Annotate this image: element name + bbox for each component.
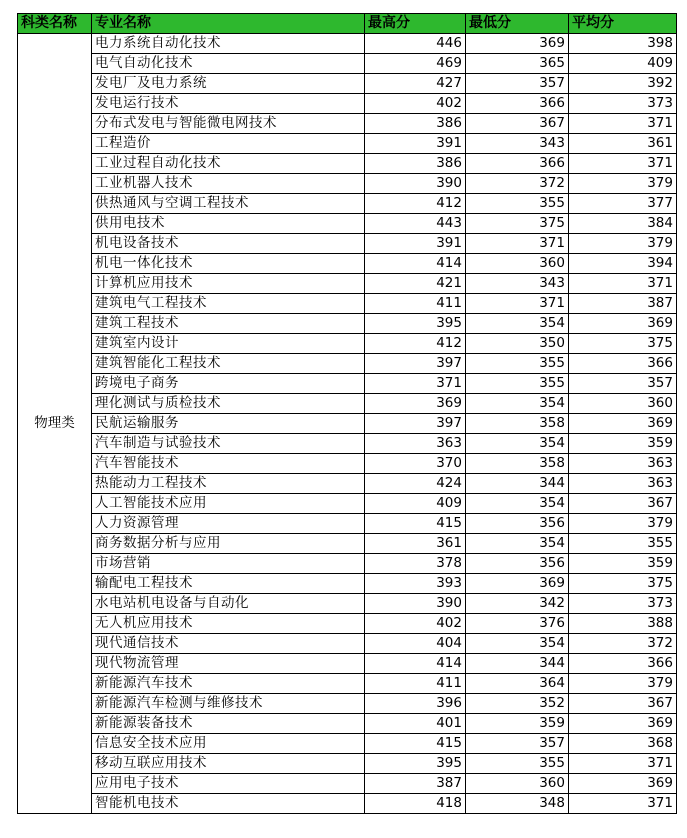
min-score-cell: 357: [466, 734, 569, 754]
max-score-cell: 411: [365, 674, 466, 694]
major-cell: 人力资源管理: [92, 514, 365, 534]
avg-score-cell: 369: [569, 774, 677, 794]
table-row: [18, 314, 677, 334]
avg-score-cell: 366: [569, 654, 677, 674]
table-row: [18, 674, 677, 694]
min-score-cell: 352: [466, 694, 569, 714]
min-score-cell: 344: [466, 654, 569, 674]
max-score-cell: 412: [365, 194, 466, 214]
min-score-cell: 369: [466, 574, 569, 594]
max-score-cell: 387: [365, 774, 466, 794]
max-score-cell: 412: [365, 334, 466, 354]
min-score-cell: 366: [466, 154, 569, 174]
max-score-cell: 409: [365, 494, 466, 514]
max-score-cell: 411: [365, 294, 466, 314]
max-score-cell: 395: [365, 754, 466, 774]
avg-score-cell: 359: [569, 434, 677, 454]
table-row: [18, 494, 677, 514]
table-row: [18, 514, 677, 534]
major-cell: 市场营销: [92, 554, 365, 574]
major-cell: 新能源汽车技术: [92, 674, 365, 694]
header-major: 专业名称: [92, 14, 365, 34]
avg-score-cell: 379: [569, 674, 677, 694]
table-row: [18, 54, 677, 74]
max-score-cell: 446: [365, 34, 466, 54]
table-row: [18, 354, 677, 374]
max-score-cell: 397: [365, 414, 466, 434]
major-cell: 无人机应用技术: [92, 614, 365, 634]
min-score-cell: 369: [466, 34, 569, 54]
min-score-cell: 371: [466, 294, 569, 314]
major-cell: 建筑室内设计: [92, 334, 365, 354]
avg-score-cell: 366: [569, 354, 677, 374]
min-score-cell: 348: [466, 794, 569, 814]
avg-score-cell: 371: [569, 114, 677, 134]
major-cell: 新能源装备技术: [92, 714, 365, 734]
table-row: [18, 594, 677, 614]
avg-score-cell: 371: [569, 154, 677, 174]
major-cell: 工业机器人技术: [92, 174, 365, 194]
major-cell: 建筑工程技术: [92, 314, 365, 334]
min-score-cell: 367: [466, 114, 569, 134]
min-score-cell: 372: [466, 174, 569, 194]
table-row: [18, 694, 677, 714]
major-cell: 现代物流管理: [92, 654, 365, 674]
min-score-cell: 365: [466, 54, 569, 74]
avg-score-cell: 398: [569, 34, 677, 54]
max-score-cell: 363: [365, 434, 466, 454]
min-score-cell: 355: [466, 754, 569, 774]
table-row: [18, 74, 677, 94]
min-score-cell: 356: [466, 554, 569, 574]
max-score-cell: 421: [365, 274, 466, 294]
max-score-cell: 393: [365, 574, 466, 594]
major-cell: 水电站机电设备与自动化: [92, 594, 365, 614]
major-cell: 汽车智能技术: [92, 454, 365, 474]
max-score-cell: 427: [365, 74, 466, 94]
avg-score-cell: 371: [569, 274, 677, 294]
avg-score-cell: 368: [569, 734, 677, 754]
major-cell: 新能源汽车检测与维修技术: [92, 694, 365, 714]
max-score-cell: 390: [365, 594, 466, 614]
avg-score-cell: 360: [569, 394, 677, 414]
major-cell: 供热通风与空调工程技术: [92, 194, 365, 214]
avg-score-cell: 388: [569, 614, 677, 634]
avg-score-cell: 371: [569, 754, 677, 774]
min-score-cell: 376: [466, 614, 569, 634]
table-row: [18, 194, 677, 214]
table-row: [18, 474, 677, 494]
avg-score-cell: 359: [569, 554, 677, 574]
max-score-cell: 414: [365, 254, 466, 274]
scores-table: [17, 13, 677, 814]
table-row: [18, 394, 677, 414]
avg-score-cell: 384: [569, 214, 677, 234]
min-score-cell: 350: [466, 334, 569, 354]
major-cell: 发电运行技术: [92, 94, 365, 114]
max-score-cell: 415: [365, 514, 466, 534]
header-category: 科类名称: [18, 14, 92, 34]
min-score-cell: 354: [466, 314, 569, 334]
max-score-cell: 370: [365, 454, 466, 474]
max-score-cell: 469: [365, 54, 466, 74]
table-row: [18, 574, 677, 594]
major-cell: 机电设备技术: [92, 234, 365, 254]
major-cell: 工业过程自动化技术: [92, 154, 365, 174]
avg-score-cell: 361: [569, 134, 677, 154]
major-cell: 发电厂及电力系统: [92, 74, 365, 94]
table-row: [18, 754, 677, 774]
table-row: [18, 434, 677, 454]
min-score-cell: 364: [466, 674, 569, 694]
min-score-cell: 354: [466, 534, 569, 554]
avg-score-cell: 372: [569, 634, 677, 654]
max-score-cell: 415: [365, 734, 466, 754]
header-max-score: 最高分: [365, 14, 466, 34]
max-score-cell: 397: [365, 354, 466, 374]
table-row: [18, 554, 677, 574]
min-score-cell: 355: [466, 354, 569, 374]
max-score-cell: 386: [365, 154, 466, 174]
min-score-cell: 355: [466, 374, 569, 394]
major-cell: 跨境电子商务: [92, 374, 365, 394]
table-row: [18, 794, 677, 814]
min-score-cell: 344: [466, 474, 569, 494]
major-cell: 电气自动化技术: [92, 54, 365, 74]
max-score-cell: 424: [365, 474, 466, 494]
major-cell: 计算机应用技术: [92, 274, 365, 294]
major-cell: 建筑智能化工程技术: [92, 354, 365, 374]
table-row: [18, 254, 677, 274]
table-row: [18, 214, 677, 234]
min-score-cell: 375: [466, 214, 569, 234]
table-row: [18, 114, 677, 134]
table-row: [18, 334, 677, 354]
major-cell: 智能机电技术: [92, 794, 365, 814]
major-cell: 输配电工程技术: [92, 574, 365, 594]
min-score-cell: 356: [466, 514, 569, 534]
table-row: [18, 274, 677, 294]
avg-score-cell: 375: [569, 574, 677, 594]
avg-score-cell: 394: [569, 254, 677, 274]
min-score-cell: 354: [466, 494, 569, 514]
major-cell: 应用电子技术: [92, 774, 365, 794]
header-min-score: 最低分: [466, 14, 569, 34]
max-score-cell: 402: [365, 614, 466, 634]
avg-score-cell: 375: [569, 334, 677, 354]
table-row: [18, 614, 677, 634]
min-score-cell: 358: [466, 414, 569, 434]
max-score-cell: 371: [365, 374, 466, 394]
major-cell: 理化测试与质检技术: [92, 394, 365, 414]
min-score-cell: 343: [466, 134, 569, 154]
major-cell: 工程造价: [92, 134, 365, 154]
max-score-cell: 414: [365, 654, 466, 674]
major-cell: 机电一体化技术: [92, 254, 365, 274]
max-score-cell: 391: [365, 134, 466, 154]
major-cell: 分布式发电与智能微电网技术: [92, 114, 365, 134]
max-score-cell: 395: [365, 314, 466, 334]
table-row: [18, 174, 677, 194]
major-cell: 人工智能技术应用: [92, 494, 365, 514]
avg-score-cell: 355: [569, 534, 677, 554]
min-score-cell: 354: [466, 634, 569, 654]
min-score-cell: 366: [466, 94, 569, 114]
table-row: [18, 734, 677, 754]
table-row: [18, 714, 677, 734]
major-cell: 现代通信技术: [92, 634, 365, 654]
max-score-cell: 418: [365, 794, 466, 814]
table-row: [18, 534, 677, 554]
min-score-cell: 360: [466, 774, 569, 794]
table-row: [18, 634, 677, 654]
min-score-cell: 355: [466, 194, 569, 214]
avg-score-cell: 373: [569, 94, 677, 114]
table-row: [18, 774, 677, 794]
table-row: [18, 94, 677, 114]
max-score-cell: 378: [365, 554, 466, 574]
avg-score-cell: 363: [569, 474, 677, 494]
table-row: [18, 154, 677, 174]
major-cell: 移动互联应用技术: [92, 754, 365, 774]
min-score-cell: 371: [466, 234, 569, 254]
avg-score-cell: 379: [569, 514, 677, 534]
header-avg-score: 平均分: [569, 14, 677, 34]
major-cell: 供用电技术: [92, 214, 365, 234]
max-score-cell: 361: [365, 534, 466, 554]
table-row: [18, 294, 677, 314]
max-score-cell: 443: [365, 214, 466, 234]
max-score-cell: 396: [365, 694, 466, 714]
max-score-cell: 369: [365, 394, 466, 414]
avg-score-cell: 367: [569, 694, 677, 714]
avg-score-cell: 363: [569, 454, 677, 474]
max-score-cell: 391: [365, 234, 466, 254]
min-score-cell: 357: [466, 74, 569, 94]
header-row: [18, 14, 677, 34]
table-row: [18, 374, 677, 394]
avg-score-cell: 379: [569, 174, 677, 194]
max-score-cell: 404: [365, 634, 466, 654]
min-score-cell: 359: [466, 714, 569, 734]
major-cell: 建筑电气工程技术: [92, 294, 365, 314]
table-body: [18, 34, 677, 814]
avg-score-cell: 371: [569, 794, 677, 814]
table-row: [18, 34, 677, 54]
avg-score-cell: 373: [569, 594, 677, 614]
table-row: [18, 454, 677, 474]
major-cell: 民航运输服务: [92, 414, 365, 434]
avg-score-cell: 377: [569, 194, 677, 214]
avg-score-cell: 387: [569, 294, 677, 314]
table-row: [18, 414, 677, 434]
table-row: [18, 134, 677, 154]
min-score-cell: 354: [466, 394, 569, 414]
min-score-cell: 342: [466, 594, 569, 614]
avg-score-cell: 409: [569, 54, 677, 74]
min-score-cell: 354: [466, 434, 569, 454]
avg-score-cell: 369: [569, 314, 677, 334]
avg-score-cell: 357: [569, 374, 677, 394]
table-row: [18, 654, 677, 674]
min-score-cell: 358: [466, 454, 569, 474]
avg-score-cell: 392: [569, 74, 677, 94]
max-score-cell: 401: [365, 714, 466, 734]
avg-score-cell: 369: [569, 414, 677, 434]
avg-score-cell: 369: [569, 714, 677, 734]
min-score-cell: 343: [466, 274, 569, 294]
avg-score-cell: 379: [569, 234, 677, 254]
table-row: [18, 234, 677, 254]
avg-score-cell: 367: [569, 494, 677, 514]
max-score-cell: 402: [365, 94, 466, 114]
max-score-cell: 390: [365, 174, 466, 194]
major-cell: 信息安全技术应用: [92, 734, 365, 754]
max-score-cell: 386: [365, 114, 466, 134]
major-cell: 热能动力工程技术: [92, 474, 365, 494]
major-cell: 商务数据分析与应用: [92, 534, 365, 554]
min-score-cell: 360: [466, 254, 569, 274]
category-cell: 物理类: [18, 34, 92, 814]
major-cell: 电力系统自动化技术: [92, 34, 365, 54]
major-cell: 汽车制造与试验技术: [92, 434, 365, 454]
